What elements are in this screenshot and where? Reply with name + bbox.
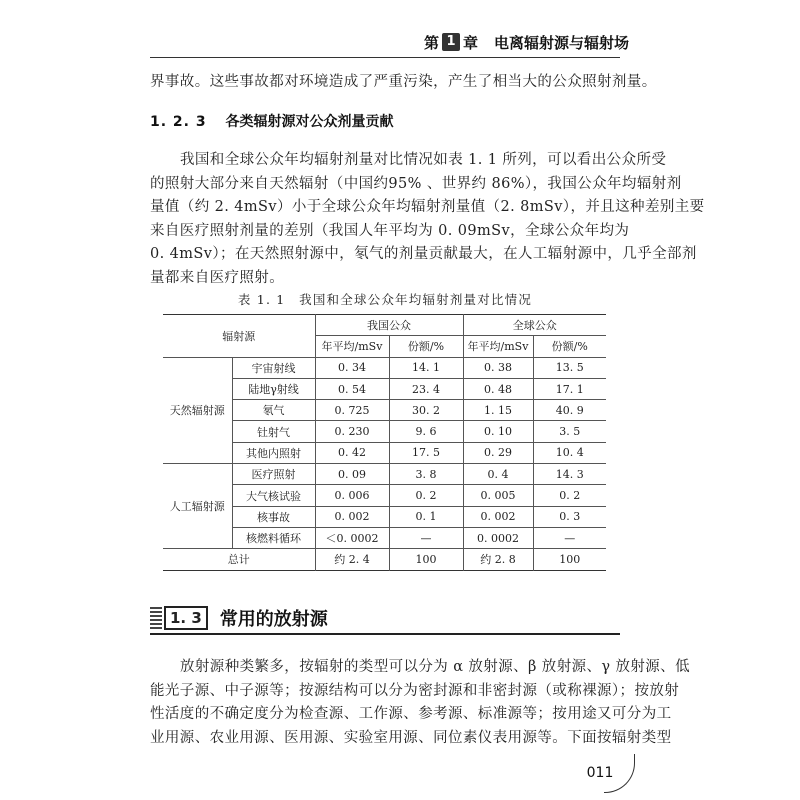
- cn-share: 30. 2: [389, 400, 463, 421]
- chapter-suffix: 章: [463, 33, 479, 52]
- global-annual: 约 2. 8: [463, 549, 533, 570]
- text-line: 量都来自医疗照射。: [150, 269, 285, 286]
- cn-annual: ＜0. 0002: [315, 527, 389, 548]
- paragraph-dose-comparison: [150, 149, 705, 290]
- text-line: 性活度的不确定度分为检查源、工作源、参考源、标准源等；按用途又可分为工: [150, 706, 672, 722]
- global-share: 17. 1: [533, 378, 606, 399]
- global-share: 0. 2: [533, 485, 606, 506]
- global-share: 3. 5: [533, 421, 606, 442]
- source-name: 宇宙射线: [232, 357, 315, 378]
- subheader-annual: 年平均/mSv: [315, 336, 389, 357]
- table-header-row: [163, 315, 606, 336]
- intro-line: 界事故。这些事故都对环境造成了严重污染，产生了相当大的公众照射剂量。: [150, 74, 657, 90]
- cn-share: —: [389, 527, 463, 548]
- cn-annual: 0. 230: [315, 421, 389, 442]
- table-row: [163, 464, 606, 485]
- cn-annual: 0. 42: [315, 442, 389, 463]
- source-name: 大气核试验: [232, 485, 315, 506]
- global-annual: 0. 10: [463, 421, 533, 442]
- global-annual: 1. 15: [463, 400, 533, 421]
- source-name: 核事故: [232, 506, 315, 527]
- group-natural: 天然辐射源: [163, 357, 232, 463]
- global-annual: 0. 002: [463, 506, 533, 527]
- cn-annual: 0. 09: [315, 464, 389, 485]
- global-share: 40. 9: [533, 400, 606, 421]
- total-label: 总计: [163, 549, 315, 570]
- global-annual: 0. 29: [463, 442, 533, 463]
- global-annual: 0. 0002: [463, 527, 533, 548]
- intro-paragraph: [150, 71, 657, 95]
- header-global: 全球公众: [463, 315, 606, 336]
- subheader-share: 份额/%: [533, 336, 606, 357]
- source-name: 核燃料循环: [232, 527, 315, 548]
- text-line: 能光子源、中子源等；按源结构可以分为密封源和非密封源（或称裸源）；按放射: [150, 682, 680, 699]
- text-line: 的照射大部分来自天然辐射（中国约95% 、世界约 86%），我国公众年均辐射剂: [150, 175, 682, 192]
- text-line: 我国和全球公众年均辐射剂量对比情况如表 1. 1 所列，可以看出公众所受: [180, 152, 667, 168]
- header-rule: [150, 57, 620, 58]
- text-line: 量值（约 2. 4mSv）小于全球公众年均辐射剂量值（2. 8mSv），并且这种差别主要: [150, 199, 705, 215]
- global-annual: 0. 005: [463, 485, 533, 506]
- cn-annual: 0. 002: [315, 506, 389, 527]
- table-row: [163, 357, 606, 378]
- table-caption: 表 1. 1 我国和全球公众年均辐射剂量对比情况: [237, 292, 533, 307]
- section-number-box: 1. 3: [164, 606, 208, 630]
- table-total-row: [163, 549, 606, 570]
- cn-share: 0. 1: [389, 506, 463, 527]
- global-annual: 0. 38: [463, 357, 533, 378]
- cn-share: 9. 6: [389, 421, 463, 442]
- global-annual: 0. 48: [463, 378, 533, 399]
- heading-stripes-decoration: [150, 607, 162, 629]
- source-name: 医疗照射: [232, 464, 315, 485]
- cn-annual: 0. 006: [315, 485, 389, 506]
- paragraph-source-types: [150, 656, 690, 750]
- source-name: 钍射气: [232, 421, 315, 442]
- section-heading-1-2-3: [150, 111, 393, 131]
- cn-annual: 0. 725: [315, 400, 389, 421]
- text-line: 0. 4mSv）；在天然照射源中，氡气的剂量贡献最大，在人工辐射源中，几乎全部剂: [150, 246, 697, 262]
- section-number: 1. 2. 3: [150, 114, 207, 130]
- chapter-prefix: 第: [424, 33, 440, 52]
- dose-comparison-table: [163, 314, 606, 571]
- global-share: 10. 4: [533, 442, 606, 463]
- source-name: 氡气: [232, 400, 315, 421]
- section-title: 常用的放射源: [219, 609, 328, 630]
- global-share: 0. 3: [533, 506, 606, 527]
- global-share: 13. 5: [533, 357, 606, 378]
- cn-share: 14. 1: [389, 357, 463, 378]
- cn-share: 17. 5: [389, 442, 463, 463]
- text-line: 来自医疗照射剂量的差别（我国人年平均为 0. 09mSv，全球公众年均为: [150, 222, 630, 239]
- section-title: 各类辐射源对公众剂量贡献: [225, 114, 394, 130]
- cn-share: 3. 8: [389, 464, 463, 485]
- cn-annual: 约 2. 4: [315, 549, 389, 570]
- group-artificial: 人工辐射源: [163, 464, 232, 549]
- chapter-title: 电离辐射源与辐射场: [494, 34, 630, 52]
- cn-annual: 0. 34: [315, 357, 389, 378]
- global-annual: 0. 4: [463, 464, 533, 485]
- chapter-number: 1: [442, 33, 460, 51]
- cn-share: 23. 4: [389, 378, 463, 399]
- subheader-share: 份额/%: [389, 336, 463, 357]
- subheader-annual: 年平均/mSv: [463, 336, 533, 357]
- global-share: 100: [533, 549, 606, 570]
- section-rule: [150, 633, 620, 635]
- cn-share: 100: [389, 549, 463, 570]
- text-line: 业用源、农业用源、医用源、实验室用源、同位素仪表用源等。下面按辐射类型: [150, 729, 672, 746]
- global-share: —: [533, 527, 606, 548]
- source-name: 其他内照射: [232, 442, 315, 463]
- source-name: 陆地γ射线: [232, 378, 315, 399]
- section-heading-1-3: [150, 604, 620, 632]
- chapter-badge: [424, 31, 478, 53]
- cn-annual: 0. 54: [315, 378, 389, 399]
- text-line: 放射源种类繁多，按辐射的类型可以分为 α 放射源、β 放射源、γ 放射源、低: [180, 659, 690, 675]
- global-share: 14. 3: [533, 464, 606, 485]
- header-china: 我国公众: [315, 315, 463, 336]
- cn-share: 0. 2: [389, 485, 463, 506]
- header-source: 辐射源: [163, 315, 315, 358]
- page-number: 011: [586, 765, 614, 781]
